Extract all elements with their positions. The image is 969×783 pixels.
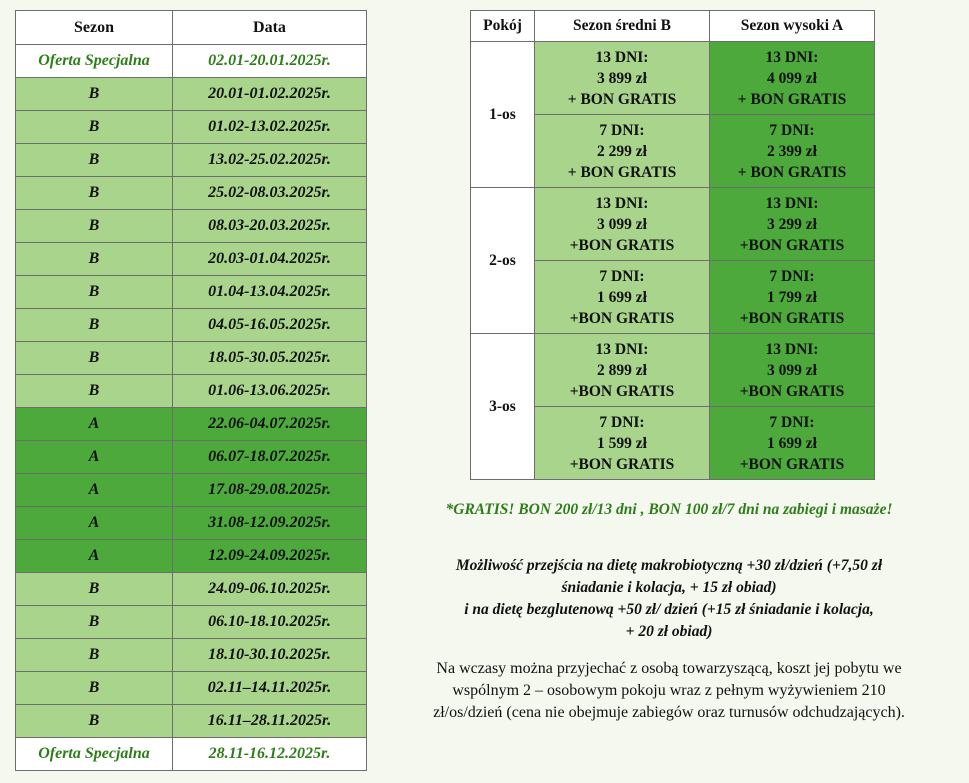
season-table-header (16, 11, 367, 45)
price-cell-season-b (535, 334, 710, 407)
date-cell: 31.08-12.09.2025r. (173, 507, 367, 540)
price-line: 3 099 zł (597, 215, 647, 233)
price-line: 1 699 zł (597, 288, 647, 306)
season-row (16, 639, 367, 672)
season-row (16, 738, 367, 771)
price-row (471, 334, 875, 407)
season-cell: B (16, 375, 173, 408)
price-line: 1 599 zł (597, 434, 647, 452)
season-cell: Oferta Specjalna (16, 45, 173, 78)
season-cell: A (16, 408, 173, 441)
season-header: Sezon (16, 11, 173, 45)
price-line: + BON GRATIS (737, 163, 847, 181)
season-row (16, 375, 367, 408)
season-cell: B (16, 111, 173, 144)
season-row (16, 606, 367, 639)
season-cell: A (16, 540, 173, 573)
season-row (16, 111, 367, 144)
price-cell-season-a (710, 334, 875, 407)
season-row (16, 441, 367, 474)
season-row (16, 243, 367, 276)
season-row (16, 78, 367, 111)
season-row (16, 144, 367, 177)
season-cell: Oferta Specjalna (16, 738, 173, 771)
season-table (15, 10, 367, 771)
date-cell: 28.11-16.12.2025r. (173, 738, 367, 771)
price-line: +BON GRATIS (739, 382, 845, 400)
season-cell: B (16, 672, 173, 705)
season-cell: B (16, 210, 173, 243)
season-row (16, 672, 367, 705)
price-line: 1 699 zł (767, 434, 817, 452)
companion-note (380, 658, 958, 724)
date-cell: 01.06-13.06.2025r. (173, 375, 367, 408)
season-cell: B (16, 639, 173, 672)
season-cell: A (16, 507, 173, 540)
price-cell-season-a (710, 115, 875, 188)
price-cell-season-a (710, 42, 875, 115)
room-cell: 2-os (471, 188, 535, 334)
price-line: 13 DNI: (765, 340, 819, 358)
price-line: 7 DNI: (769, 121, 815, 139)
season-cell: A (16, 474, 173, 507)
date-cell: 17.08-29.08.2025r. (173, 474, 367, 507)
season-row (16, 276, 367, 309)
date-cell: 01.02-13.02.2025r. (173, 111, 367, 144)
room-cell: 1-os (471, 42, 535, 188)
price-line: 1 799 zł (767, 288, 817, 306)
date-cell: 13.02-25.02.2025r. (173, 144, 367, 177)
season-cell: B (16, 144, 173, 177)
diet-note (380, 555, 958, 643)
price-line: +BON GRATIS (569, 236, 675, 254)
season-b-header: Sezon średni B (535, 11, 710, 42)
date-cell: 24.09-06.10.2025r. (173, 573, 367, 606)
season-cell: B (16, 78, 173, 111)
price-row (471, 42, 875, 115)
price-table-header (471, 11, 875, 42)
season-cell: B (16, 342, 173, 375)
price-line: 7 DNI: (599, 121, 645, 139)
price-cell-season-a (710, 261, 875, 334)
price-line: + BON GRATIS (567, 163, 677, 181)
price-cell-season-a (710, 188, 875, 261)
season-row (16, 573, 367, 606)
price-line: +BON GRATIS (739, 236, 845, 254)
price-line: 13 DNI: (595, 48, 649, 66)
room-header: Pokój (471, 11, 535, 42)
season-row (16, 408, 367, 441)
date-cell: 08.03-20.03.2025r. (173, 210, 367, 243)
price-line: +BON GRATIS (739, 309, 845, 327)
date-cell: 12.09-24.09.2025r. (173, 540, 367, 573)
price-line: 2 299 zł (597, 142, 647, 160)
season-cell: B (16, 276, 173, 309)
diet-line: i na dietę bezglutenową +50 zł/ dzień (+15 zł śniadanie i kolacja, (464, 601, 874, 618)
date-cell: 04.05-16.05.2025r. (173, 309, 367, 342)
season-row (16, 705, 367, 738)
season-cell: B (16, 309, 173, 342)
price-cell-season-a (710, 407, 875, 480)
season-row (16, 210, 367, 243)
price-line: 4 099 zł (767, 69, 817, 87)
price-line: 3 899 zł (597, 69, 647, 87)
date-header: Data (173, 11, 367, 45)
season-cell: B (16, 243, 173, 276)
companion-line: wspólnym 2 – osobowym pokoju wraz z pełnym wyżywieniem 210 (452, 682, 886, 699)
season-a-header: Sezon wysoki A (710, 11, 875, 42)
price-line: +BON GRATIS (569, 309, 675, 327)
price-table (470, 10, 875, 480)
price-line: 7 DNI: (769, 267, 815, 285)
season-cell: B (16, 177, 173, 210)
season-cell: A (16, 441, 173, 474)
price-line: 7 DNI: (599, 413, 645, 431)
price-line: 7 DNI: (769, 413, 815, 431)
season-row (16, 309, 367, 342)
diet-line: + 20 zł obiad) (625, 623, 713, 640)
price-line: 13 DNI: (765, 48, 819, 66)
price-line: + BON GRATIS (737, 90, 847, 108)
price-line: + BON GRATIS (567, 90, 677, 108)
season-cell: B (16, 705, 173, 738)
date-cell: 20.03-01.04.2025r. (173, 243, 367, 276)
price-cell-season-b (535, 115, 710, 188)
price-line: +BON GRATIS (569, 382, 675, 400)
season-cell: B (16, 573, 173, 606)
price-line: 13 DNI: (595, 194, 649, 212)
price-line: 7 DNI: (599, 267, 645, 285)
diet-line: śniadanie i kolacja, + 15 zł obiad) (561, 579, 777, 596)
date-cell: 25.02-08.03.2025r. (173, 177, 367, 210)
date-cell: 06.10-18.10.2025r. (173, 606, 367, 639)
date-cell: 06.07-18.07.2025r. (173, 441, 367, 474)
gratis-note: *GRATIS! BON 200 zł/13 dni , BON 100 zł/7 dni na zabiegi i masaże! (445, 501, 893, 518)
season-row (16, 507, 367, 540)
price-line: +BON GRATIS (739, 455, 845, 473)
date-cell: 02.01-20.01.2025r. (173, 45, 367, 78)
date-cell: 02.11–14.11.2025r. (173, 672, 367, 705)
date-cell: 22.06-04.07.2025r. (173, 408, 367, 441)
season-row (16, 177, 367, 210)
price-line: 3 099 zł (767, 361, 817, 379)
season-cell: B (16, 606, 173, 639)
price-line: +BON GRATIS (569, 455, 675, 473)
diet-line: Możliwość przejścia na dietę makrobiotyczną +30 zł/dzień (+7,50 zł (455, 557, 883, 574)
date-cell: 16.11–28.11.2025r. (173, 705, 367, 738)
price-line: 3 299 zł (767, 215, 817, 233)
price-line: 13 DNI: (765, 194, 819, 212)
companion-line: zł/os/dzień (cena nie obejmuje zabiegów oraz turnusów odchudzających). (433, 704, 905, 721)
price-line: 2 399 zł (767, 142, 817, 160)
price-cell-season-b (535, 261, 710, 334)
price-cell-season-b (535, 407, 710, 480)
room-cell: 3-os (471, 334, 535, 480)
season-row (16, 474, 367, 507)
price-cell-season-b (535, 188, 710, 261)
season-row (16, 342, 367, 375)
date-cell: 20.01-01.02.2025r. (173, 78, 367, 111)
date-cell: 18.05-30.05.2025r. (173, 342, 367, 375)
season-row (16, 540, 367, 573)
companion-line: Na wczasy można przyjechać z osobą towarzyszącą, koszt jej pobytu we (436, 660, 902, 677)
price-row (471, 188, 875, 261)
price-cell-season-b (535, 42, 710, 115)
price-line: 2 899 zł (597, 361, 647, 379)
price-line: 13 DNI: (595, 340, 649, 358)
date-cell: 18.10-30.10.2025r. (173, 639, 367, 672)
date-cell: 01.04-13.04.2025r. (173, 276, 367, 309)
season-row (16, 45, 367, 78)
